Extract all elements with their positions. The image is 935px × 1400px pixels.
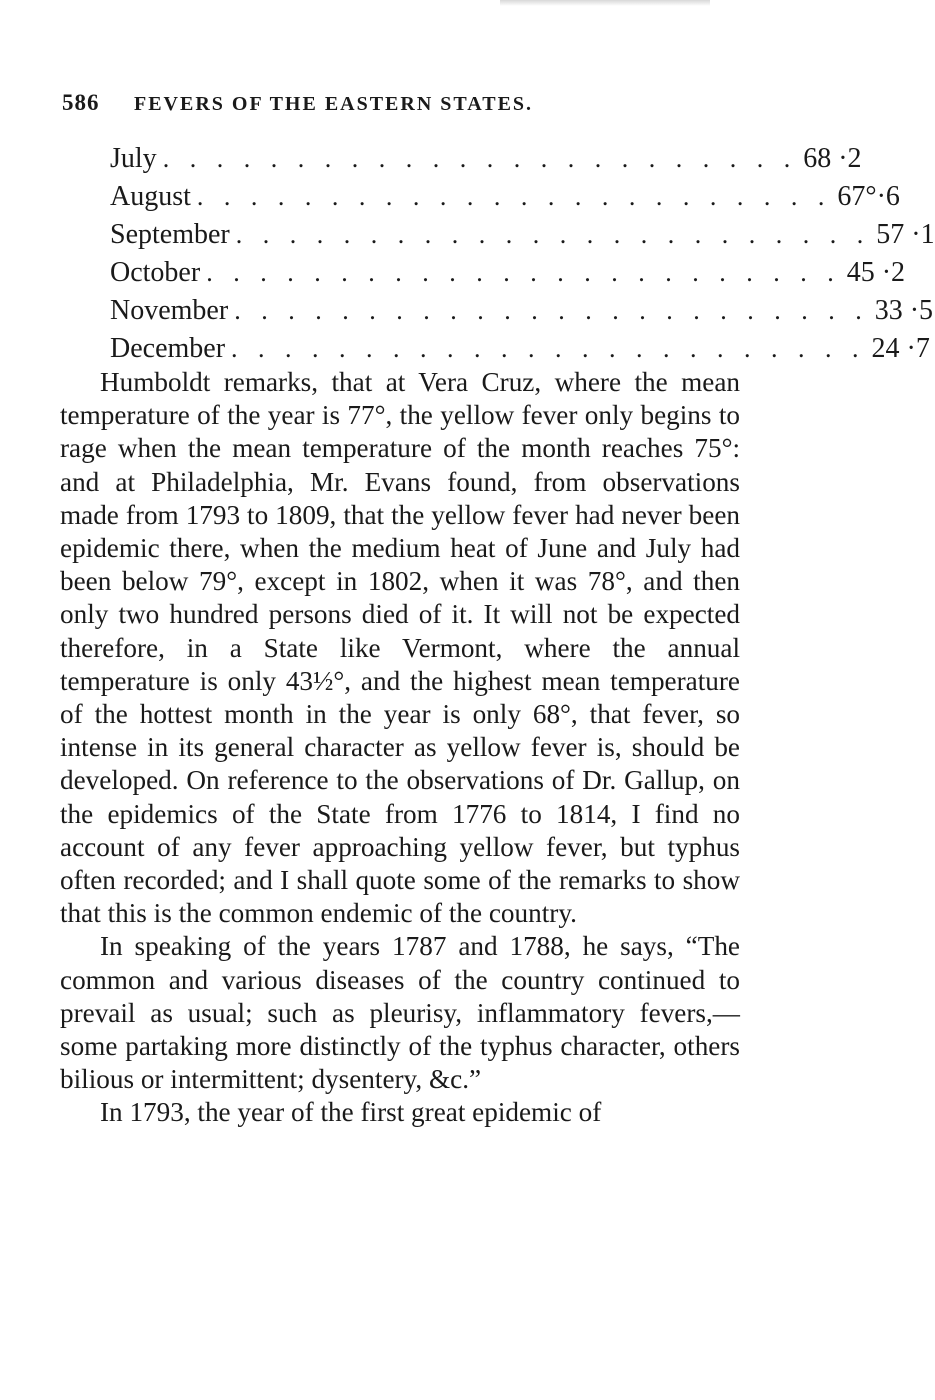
page-header-title: FEVERS OF THE EASTERN STATES. — [134, 93, 534, 115]
table-row — [110, 216, 935, 254]
dot-leader: . . . . . . . . . . . . . . . . . . . . . . . . — [206, 258, 841, 287]
paragraph-humboldt: Humboldt remarks, that at Vera Cruz, where the mean temperature of the year is 77°, the yellow fever only begins to rage when the mean temperature of the month reaches 75°: and at Philadelphia, Mr. Evans found, from observations made from 1793 to 1809, that the yellow fever had never been epidemic there, when the medium heat of June and July had been below 79°, except in 1802, when it was 78°, and then only two hundred persons died of it. It will not be expected therefore, in a State like Vermont, where the annual temperature is only 43½°, and the highest mean temperature of the hottest month in the year is only 68°, that fever, so intense in its general character as yellow fever is, should be developed. On reference to the observations of Dr. Gallup, on the epidemics of the State from 1776 to 1814, I find no account of any fever approaching yellow fever, but typhus often recorded; and I shall quote some of the remarks to show that this is the common endemic of the country. — [60, 367, 740, 929]
paragraph-1793: In 1793, the year of the first great epidemic of — [100, 1097, 602, 1128]
table-row — [110, 330, 930, 368]
dot-leader: . . . . . . . . . . . . . . . . . . . . . . . . — [196, 182, 832, 211]
month-label: October — [110, 257, 201, 288]
paragraph-quote-1787: In speaking of the years 1787 and 1788, he says, “The common and various diseases of the country continued to prevail as usual; such as pleurisy, inflammatory fevers,—some partaking more distinctly of the typhus character, others bilious or intermittent; dysentery, &c.” — [60, 931, 740, 1095]
running-head — [62, 90, 742, 116]
dot-leader: . . . . . . . . . . . . . . . . . . . . . . . . — [231, 334, 866, 363]
scan-edge-shadow — [500, 0, 710, 6]
month-label: September — [110, 219, 230, 250]
temperature-value: 33 ·5 — [874, 295, 934, 326]
table-row — [110, 254, 906, 292]
month-label: December — [110, 333, 226, 364]
page-number: 586 — [62, 90, 100, 115]
temperature-value: 45 ·2 — [846, 257, 906, 288]
month-label: November — [110, 295, 229, 326]
month-label: July — [110, 143, 157, 174]
table-row — [110, 178, 900, 216]
temperature-value: 68 ·2 — [803, 143, 862, 174]
temperature-value: 24 ·7 — [871, 333, 930, 364]
table-row — [110, 292, 934, 330]
body-text — [60, 366, 740, 1130]
temperature-value: 57 ·1 — [876, 219, 935, 250]
month-label: August — [110, 181, 191, 212]
dot-leader: . . . . . . . . . . . . . . . . . . . . . . . . — [235, 220, 871, 249]
temperature-value: 67°·6 — [837, 181, 900, 212]
dot-leader: . . . . . . . . . . . . . . . . . . . . . . . . — [234, 296, 869, 325]
monthly-temperature-table — [110, 140, 935, 368]
table-row — [110, 140, 862, 178]
dot-leader: . . . . . . . . . . . . . . . . . . . . . . . . — [162, 144, 798, 173]
